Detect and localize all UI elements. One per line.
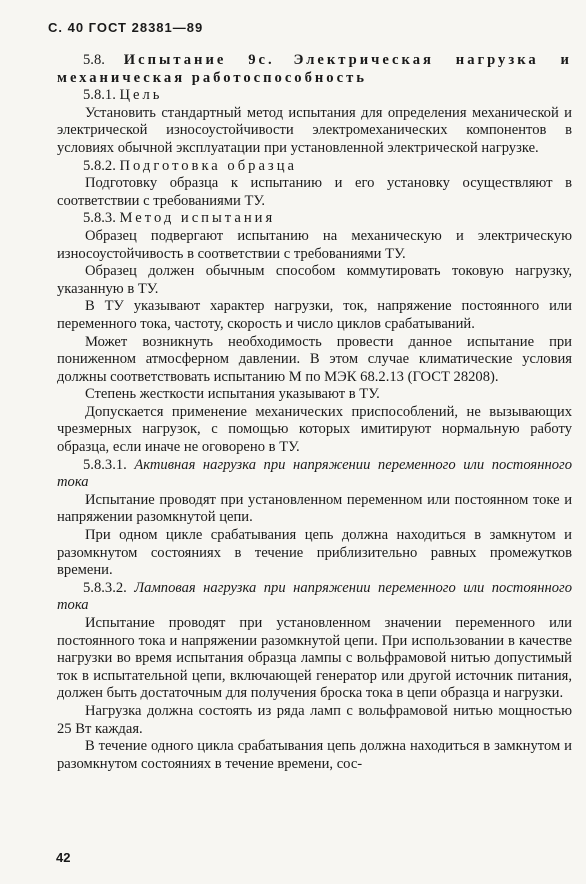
paragraph: Степень жесткости испытания указывают в ТУ. xyxy=(85,386,380,403)
subsection-number: 5.8.1. xyxy=(83,87,116,104)
page-body xyxy=(57,52,572,773)
section-heading xyxy=(57,52,572,87)
subsection-heading xyxy=(57,210,572,228)
section-title-a: Испытание 9с. xyxy=(123,52,275,68)
page-header: С. 40 ГОСТ 28381—89 xyxy=(48,20,204,35)
subsection-title: Активная нагрузка при напряжении переменного или постоянного тока xyxy=(57,456,572,491)
subsection-title: Цель xyxy=(119,87,163,104)
subsection-heading xyxy=(57,457,572,492)
subsection-number: 5.8.2. xyxy=(83,157,116,174)
paragraph: Нагрузка должна состоять из ряда ламп с вольфрамовой нитью мощностью 25 Вт каждая. xyxy=(57,702,572,737)
subsection-title: Метод испытания xyxy=(119,210,276,227)
subsection-number: 5.8.3.1. xyxy=(83,456,127,473)
subsection-heading xyxy=(57,580,572,615)
paragraph: Образец должен обычным способом коммутировать токовую нагрузку, указанную в ТУ. xyxy=(57,263,572,297)
paragraph: В течение одного цикла срабатывания цепь должна находиться в замкнутом и разомкнутом состояниях в течение времени, сос- xyxy=(57,738,572,772)
subsection-number: 5.8.3. xyxy=(83,210,116,227)
paragraph: Испытание проводят при установленном переменном или постоянном токе и напряжении разомкнутой цепи. xyxy=(57,491,572,526)
subsection-title: Ламповая нагрузка при напряжении переменного или постоянного тока xyxy=(57,579,572,614)
paragraph: В ТУ указывают характер нагрузки, ток, напряжение постоянного или переменного тока, частоту, скорость и число циклов срабатываний. xyxy=(57,298,572,332)
paragraph: При одном цикле срабатывания цепь должна находиться в замкнутом и разомкнутом состояниях в течение приблизительно равных промежутков времени. xyxy=(57,527,572,579)
subsection-heading xyxy=(57,87,572,105)
section-title-b: Электрическая нагрузка и механическая работоспособность xyxy=(57,52,572,86)
subsection-heading xyxy=(57,158,572,176)
subsection-number: 5.8.3.2. xyxy=(83,579,127,596)
section-number: 5.8. xyxy=(83,52,105,68)
paragraph: Установить стандартный метод испытания для определения механической и электрической износоустойчивости электромеханических компонентов в условиях обычной эксплуатации при установленной электрической нагрузке. xyxy=(57,104,572,156)
paragraph: Испытание проводят при установленном значении переменного или постоянного тока и напряжении разомкнутой цепи. При использовании в качестве нагрузки во время испытания образца лампы с вольфрамовой нитью допустимый ток в испытательной цепи, включающей генератор или другой источник питания, должен быть достаточным для получения броска тока в цепи образца и нагрузки. xyxy=(57,615,572,702)
page-number: 42 xyxy=(56,850,71,865)
paragraph: Подготовку образца к испытанию и его установку осуществляют в соответствии с требованиями ТУ. xyxy=(57,175,572,209)
paragraph: Образец подвергают испытанию на механическую и электрическую износоустойчивость в соответствии с требованиями ТУ. xyxy=(57,227,572,262)
paragraph: Допускается применение механических приспособлений, не вызывающих чрезмерных нагрузок, с помощью которых имитируют нормальную работу образца, если иначе не оговорено в ТУ. xyxy=(57,403,572,456)
paragraph: Может возникнуть необходимость провести данное испытание при пониженном атмосферном давлении. В этом случае климатические условия должны соответствовать испытанию М по МЭК 68.2.13 (ГОСТ 28208). xyxy=(57,333,572,385)
subsection-title: Подготовка образца xyxy=(119,157,297,174)
